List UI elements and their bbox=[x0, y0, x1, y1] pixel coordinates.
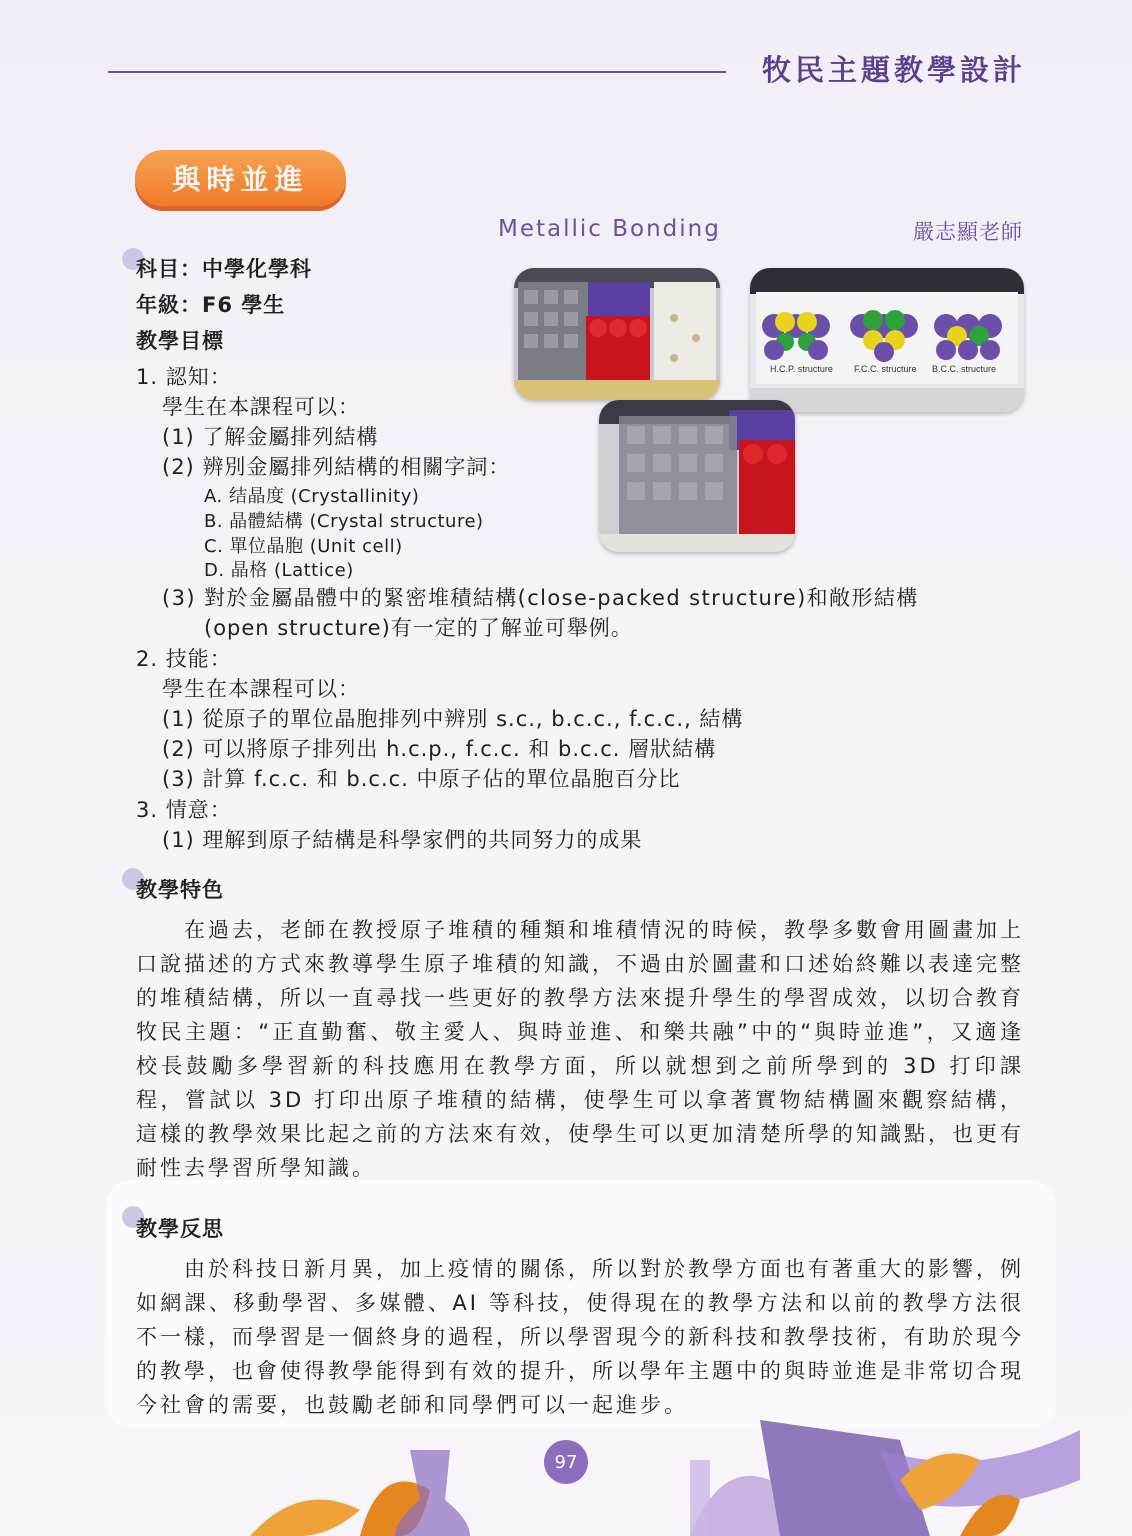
term-d: D. 晶格 (Lattice) bbox=[204, 560, 354, 581]
theme-badge: 與時並進 bbox=[135, 150, 346, 206]
skills-item-2: (2) 可以將原子排列出 h.c.p., f.c.c. 和 b.c.c. 層狀結構 bbox=[162, 737, 717, 761]
label-bcc: B.C.C. structure bbox=[932, 364, 997, 374]
header-rule bbox=[108, 71, 726, 73]
photo-3d-models-image bbox=[514, 268, 720, 400]
objectives-heading: 教學目標 bbox=[136, 329, 224, 353]
cognitive-intro: 學生在本課程可以： bbox=[162, 395, 360, 419]
cognitive-heading: 1. 認知： bbox=[136, 365, 232, 389]
features-paragraph bbox=[136, 913, 1024, 1185]
skills-item-3: (3) 計算 f.c.c. 和 b.c.c. 中原子佔的單位晶胞百分比 bbox=[162, 767, 681, 791]
affective-heading: 3. 情意： bbox=[136, 798, 232, 822]
lesson-title: Metallic Bonding bbox=[498, 216, 721, 242]
teacher-name: 嚴志顯老師 bbox=[913, 220, 1023, 244]
page-number: 97 bbox=[544, 1440, 588, 1484]
cognitive-item-3-line2: (open structure)有一定的了解並可舉例。 bbox=[204, 616, 633, 640]
label-hcp: H.C.P. structure bbox=[770, 364, 833, 374]
features-text: 在過去，老師在教授原子堆積的種類和堆積情況的時候，教學多數會用圖畫加上口說描述的方式來教導學生原子堆積的知識，不過由於圖畫和口述始終難以表達完整的堆積結構，所以一直尋找一些更好的教學方法來提升學生的學習成效，以切合教育牧民主題：“正直勤奮、敬主愛人、與時並進、和樂共融”中的“與時並進”，又適逢校長鼓勵多學習新的科技應用在教學方面，所以就想到之前所學到的 3D 打印課程，嘗試以 3D 打印出原子堆積的結構，使學生可以拿著實物結構圖來觀察結構，這樣的教學效果比起之前的方法來有效，使學生可以更加清楚所學的知識點，也更有耐性去學習所學知識。 bbox=[136, 918, 1024, 1180]
reflection-paragraph bbox=[136, 1252, 1024, 1422]
photo-3d-models bbox=[514, 268, 720, 400]
skills-item-1: (1) 從原子的單位晶胞排列中辨別 s.c., b.c.c., f.c.c., 結構 bbox=[162, 707, 744, 731]
cognitive-item-2: (2) 辨別金屬排列結構的相關字詞： bbox=[162, 455, 511, 479]
grade-label: 年級：F6 學生 bbox=[136, 293, 286, 317]
subject-label: 科目：中學化學科 bbox=[136, 257, 312, 281]
reflection-heading: 教學反思 bbox=[136, 1217, 224, 1241]
cognitive-item-3-line1: (3) 對於金屬晶體中的緊密堆積結構(close-packed structure)和敞形結構 bbox=[162, 586, 919, 610]
term-c: C. 單位晶胞 (Unit cell) bbox=[204, 536, 403, 557]
skills-heading: 2. 技能： bbox=[136, 647, 232, 671]
term-b: B. 晶體結構 (Crystal structure) bbox=[204, 511, 484, 532]
photo-structures-image bbox=[750, 268, 1024, 412]
cognitive-item-1: (1) 了解金屬排列結構 bbox=[162, 425, 379, 449]
features-heading: 教學特色 bbox=[136, 878, 224, 902]
photo-cube-closeup-image bbox=[599, 400, 795, 552]
header-title: 牧民主題教學設計 bbox=[761, 53, 1026, 87]
affective-item-1: (1) 理解到原子結構是科學家們的共同努力的成果 bbox=[162, 828, 643, 852]
photo-structures bbox=[750, 268, 1024, 412]
reflection-text: 由於科技日新月異，加上疫情的關係，所以對於教學方面也有著重大的影響，例如網課、移動學習、多媒體、AI 等科技，使得現在的教學方法和以前的教學方法很不一樣，而學習是一個終身的過程，所以學習現今的新科技和教學技術，有助於現今的教學，也會使得教學能得到有效的提升，所以學年主題中的與時並進是非常切合現今社會的需要，也鼓勵老師和同學們可以一起進步。 bbox=[136, 1257, 1024, 1417]
label-fcc: F.C.C. structure bbox=[854, 364, 917, 374]
skills-intro: 學生在本課程可以： bbox=[162, 677, 360, 701]
photo-cube-closeup bbox=[599, 400, 795, 552]
term-a: A. 结晶度 (Crystallinity) bbox=[204, 486, 420, 507]
